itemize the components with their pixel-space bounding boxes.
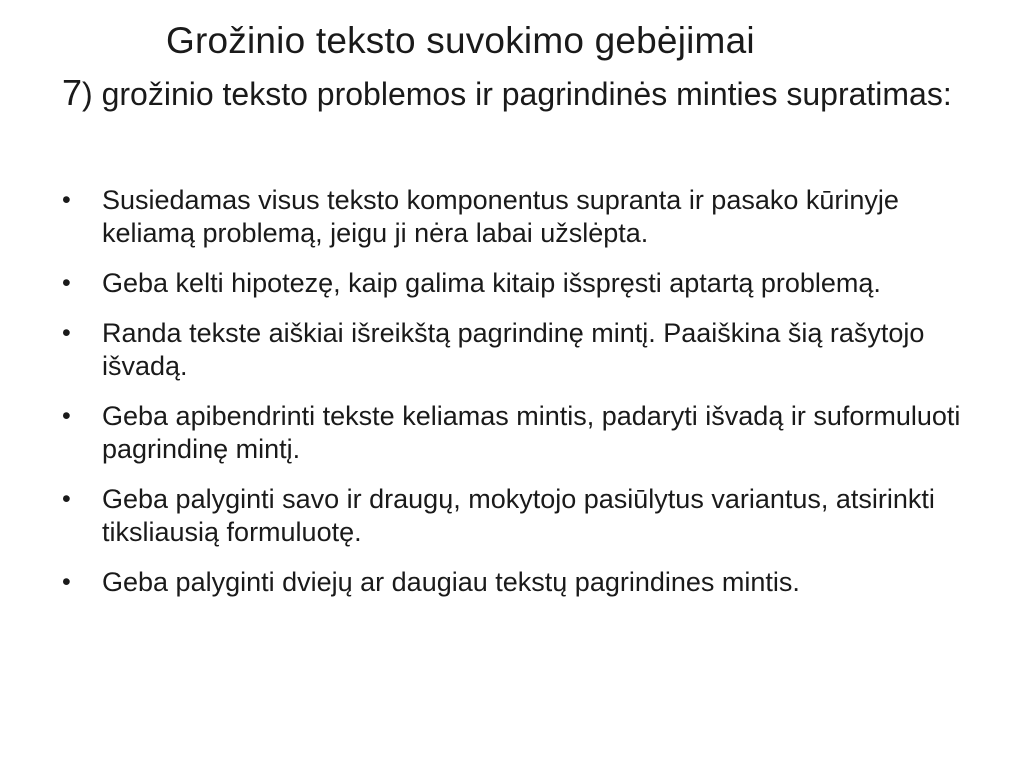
subtitle-text: ) grožinio teksto problemos ir pagrindinės minties supratimas:	[82, 76, 952, 112]
slide-subtitle	[62, 70, 992, 117]
slide-title: Grožinio teksto suvokimo gebėjimai	[166, 20, 755, 61]
subtitle-number: 7	[62, 72, 83, 113]
bullet-item	[62, 267, 962, 300]
bullet-text: Randa tekste aiškiai išreikštą pagrindinę mintį. Paaiškina šią rašytojo išvadą.	[102, 318, 925, 381]
bullet-item	[62, 317, 962, 383]
bullet-icon: •	[62, 568, 71, 596]
bullet-list	[62, 184, 962, 616]
bullet-text: Susiedamas visus teksto komponentus supranta ir pasako kūrinyje keliamą problemą, jeigu ji nėra labai užslėpta.	[102, 185, 899, 248]
bullet-item	[62, 184, 962, 250]
bullet-item	[62, 400, 962, 466]
bullet-text: Geba palyginti savo ir draugų, mokytojo pasiūlytus variantus, atsirinkti tiksliausią formuluotę.	[102, 484, 935, 547]
title-block	[62, 16, 992, 117]
bullet-text: Geba kelti hipotezę, kaip galima kitaip išspręsti aptartą problemą.	[102, 268, 881, 298]
bullet-icon: •	[62, 402, 71, 430]
bullet-item	[62, 566, 962, 599]
bullet-text: Geba palyginti dviejų ar daugiau tekstų pagrindines mintis.	[102, 567, 800, 597]
bullet-icon: •	[62, 269, 71, 297]
bullet-icon: •	[62, 186, 71, 214]
bullet-item	[62, 483, 962, 549]
bullet-text: Geba apibendrinti tekste keliamas mintis, padaryti išvadą ir suformuluoti pagrindinę mintį.	[102, 401, 961, 464]
bullet-icon: •	[62, 485, 71, 513]
bullet-icon: •	[62, 319, 71, 347]
